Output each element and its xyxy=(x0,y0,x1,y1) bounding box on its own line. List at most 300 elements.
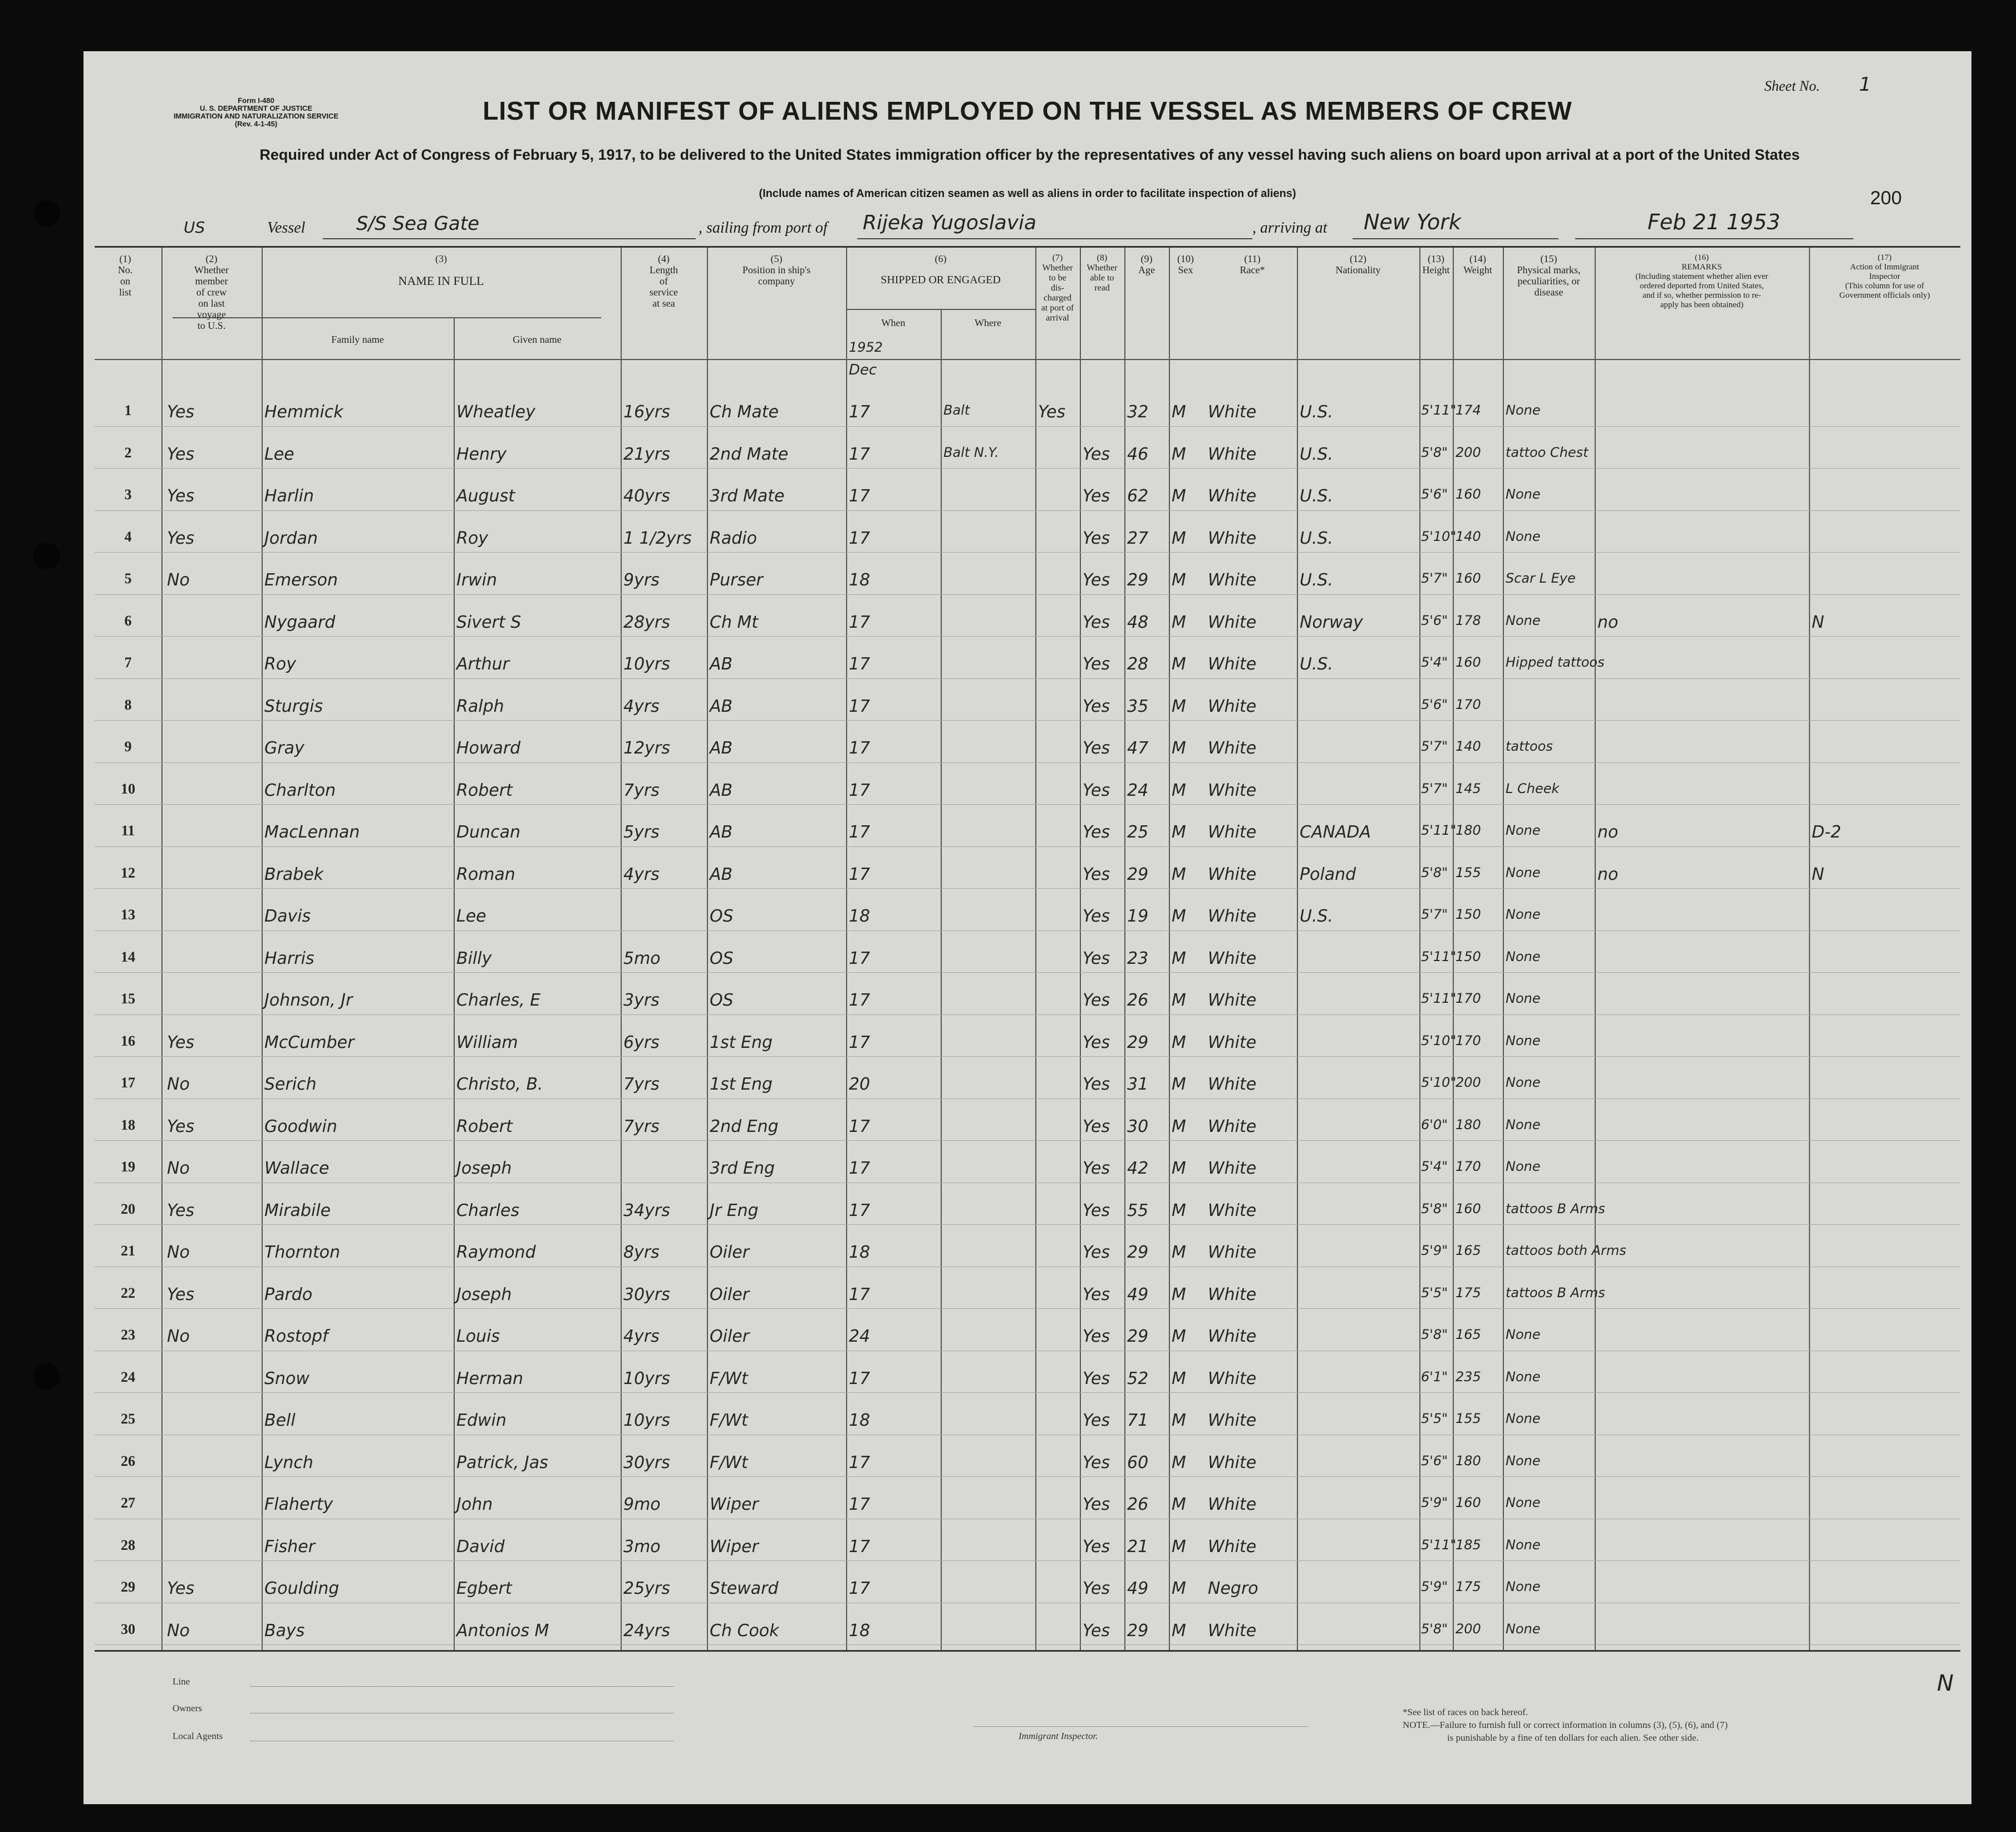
row-position: F/Wt xyxy=(710,1452,748,1473)
row-height: 5'11" xyxy=(1421,948,1457,964)
when-month: Dec xyxy=(849,362,877,378)
row-marks: None xyxy=(1506,1116,1541,1132)
row-weight: 150 xyxy=(1456,948,1481,964)
row-no: 4 xyxy=(124,528,132,545)
row-family: Lynch xyxy=(264,1452,313,1473)
vessel-prefix: US xyxy=(184,218,205,237)
row-given: Irwin xyxy=(456,570,498,590)
row-read: Yes xyxy=(1083,528,1110,548)
row-read: Yes xyxy=(1083,696,1110,716)
row-marks: None xyxy=(1506,1368,1541,1385)
row-nat: U.S. xyxy=(1300,402,1334,422)
row-when: 18 xyxy=(849,1243,871,1262)
row-given: Antonios M xyxy=(456,1621,549,1641)
row-marks: None xyxy=(1506,1075,1541,1090)
row-divider xyxy=(95,426,1960,427)
row-when: 17 xyxy=(849,654,871,674)
row-read: Yes xyxy=(1083,780,1110,800)
row-marks: None xyxy=(1506,948,1541,964)
row-weight: 160 xyxy=(1456,654,1481,670)
row-service: 5mo xyxy=(623,948,661,968)
row-age: 24 xyxy=(1127,780,1149,800)
row-action: D-2 xyxy=(1812,823,1842,842)
row-race: White xyxy=(1208,1411,1257,1430)
row-given: Patrick, Jas xyxy=(456,1452,548,1473)
row-given: Roman xyxy=(456,864,515,884)
row-when: 20 xyxy=(849,1075,871,1094)
row-service: 10yrs xyxy=(623,654,670,674)
row-height: 5'6" xyxy=(1421,486,1448,502)
row-age: 55 xyxy=(1127,1200,1149,1220)
header-c3: (3) xyxy=(435,253,447,264)
row-position: AB xyxy=(710,823,733,842)
row-prev: Yes xyxy=(167,486,195,506)
row-no: 15 xyxy=(121,991,135,1007)
row-weight: 178 xyxy=(1456,612,1481,628)
row-position: 2nd Eng xyxy=(710,1116,779,1136)
row-when: 17 xyxy=(849,1200,871,1220)
row-divider xyxy=(95,1308,1960,1309)
row-marks: None xyxy=(1506,823,1541,838)
row-divider xyxy=(95,1056,1960,1057)
row-height: 5'11" xyxy=(1421,823,1457,838)
row-service: 4yrs xyxy=(623,864,660,884)
form-revision: (Rev. 4-1-45) xyxy=(234,120,278,128)
row-race: White xyxy=(1208,402,1257,422)
row-divider xyxy=(95,930,1960,931)
header-read: (8) Whether able to read xyxy=(1086,253,1118,293)
row-given: Lee xyxy=(456,907,486,926)
row-when: 17 xyxy=(849,1495,871,1514)
row-sex: M xyxy=(1172,1075,1186,1094)
row-sex: M xyxy=(1172,948,1186,968)
row-height: 5'11" xyxy=(1421,1536,1457,1553)
row-sex: M xyxy=(1172,570,1186,590)
row-position: AB xyxy=(710,864,733,884)
row-prev: No xyxy=(167,1159,190,1178)
row-read: Yes xyxy=(1083,654,1110,674)
row-height: 5'4" xyxy=(1421,654,1448,670)
header-action: (17) Action of Immigrant Inspector (This column for use of Government officials only) xyxy=(1839,253,1930,300)
row-where: Balt xyxy=(943,402,970,418)
header-height: (13) Height xyxy=(1422,253,1450,275)
row-read: Yes xyxy=(1083,1284,1110,1304)
row-weight: 160 xyxy=(1456,486,1481,502)
row-family: Roy xyxy=(264,654,296,674)
row-marks: None xyxy=(1506,1536,1541,1553)
row-divider xyxy=(95,636,1960,637)
header-weight: (14) Weight xyxy=(1463,253,1492,275)
row-race: White xyxy=(1208,1200,1257,1220)
row-position: 3rd Eng xyxy=(710,1159,775,1178)
row-race: White xyxy=(1208,444,1257,464)
row-given: Louis xyxy=(456,1327,500,1346)
row-height: 5'9" xyxy=(1421,1495,1448,1510)
row-race: Negro xyxy=(1208,1579,1258,1598)
row-sex: M xyxy=(1172,1116,1186,1136)
header-given-name: Given name xyxy=(513,334,562,345)
row-given: Roy xyxy=(456,528,488,548)
row-divider xyxy=(95,720,1960,721)
row-marks: None xyxy=(1506,402,1541,418)
row-read: Yes xyxy=(1083,864,1110,884)
header-age: (9) Age xyxy=(1138,253,1155,275)
row-nat: U.S. xyxy=(1300,528,1334,548)
row-age: 29 xyxy=(1127,1243,1149,1262)
row-age: 26 xyxy=(1127,991,1149,1010)
row-service: 9mo xyxy=(623,1495,661,1514)
row-weight: 165 xyxy=(1456,1243,1481,1258)
row-divider xyxy=(95,888,1960,889)
row-race: White xyxy=(1208,1327,1257,1346)
row-race: White xyxy=(1208,1075,1257,1094)
header-shipped: SHIPPED OR ENGAGED xyxy=(881,274,1001,286)
row-prev: Yes xyxy=(167,1116,195,1136)
row-no: 2 xyxy=(124,444,132,461)
row-marks: None xyxy=(1506,864,1541,880)
row-remarks: no xyxy=(1597,612,1619,632)
row-height: 5'4" xyxy=(1421,1159,1448,1174)
row-position: Oiler xyxy=(710,1243,750,1262)
row-position: OS xyxy=(710,907,734,926)
page-number: 200 xyxy=(1870,188,1902,209)
row-when: 17 xyxy=(849,948,871,968)
row-family: McCumber xyxy=(264,1032,355,1052)
row-height: 5'8" xyxy=(1421,444,1448,460)
row-service: 12yrs xyxy=(623,738,670,758)
punch-hole xyxy=(33,1363,60,1390)
row-when: 17 xyxy=(849,1032,871,1052)
row-given: Christo, B. xyxy=(456,1075,543,1094)
row-marks: L Cheek xyxy=(1506,780,1560,796)
row-race: White xyxy=(1208,1243,1257,1262)
row-weight: 174 xyxy=(1456,402,1481,418)
row-when: 17 xyxy=(849,1159,871,1178)
row-age: 49 xyxy=(1127,1579,1149,1598)
row-sex: M xyxy=(1172,907,1186,926)
row-no: 23 xyxy=(121,1327,135,1343)
row-read: Yes xyxy=(1083,991,1110,1010)
row-family: Bays xyxy=(264,1621,305,1641)
row-position: Purser xyxy=(710,570,763,590)
row-family: Emerson xyxy=(264,570,338,590)
row-family: Goodwin xyxy=(264,1116,337,1136)
row-remarks: no xyxy=(1597,823,1619,842)
row-weight: 185 xyxy=(1456,1536,1481,1553)
footer-inspector-label: Immigrant Inspector. xyxy=(1019,1731,1098,1741)
row-marks: Hipped tattoos xyxy=(1506,654,1605,670)
row-when: 17 xyxy=(849,823,871,842)
row-position: Jr Eng xyxy=(710,1200,759,1220)
row-action: N xyxy=(1812,864,1825,884)
row-position: Ch Mt xyxy=(710,612,759,632)
row-position: Radio xyxy=(710,528,757,548)
row-service: 16yrs xyxy=(623,402,670,422)
row-height: 5'8" xyxy=(1421,1327,1448,1342)
row-race: White xyxy=(1208,864,1257,884)
row-height: 5'11" xyxy=(1421,991,1457,1006)
row-height: 5'10" xyxy=(1421,1032,1457,1048)
row-when: 17 xyxy=(849,1116,871,1136)
row-read: Yes xyxy=(1083,1032,1110,1052)
row-weight: 160 xyxy=(1456,570,1481,586)
row-age: 30 xyxy=(1127,1116,1149,1136)
row-divider xyxy=(95,1476,1960,1477)
row-height: 5'10" xyxy=(1421,1075,1457,1090)
row-read: Yes xyxy=(1083,738,1110,758)
row-age: 29 xyxy=(1127,864,1149,884)
row-marks: tattoo Chest xyxy=(1506,444,1589,460)
row-marks: None xyxy=(1506,1411,1541,1426)
row-age: 28 xyxy=(1127,654,1149,674)
row-family: Davis xyxy=(264,907,311,926)
arriving-value: New York xyxy=(1364,210,1461,234)
row-marks: None xyxy=(1506,1579,1541,1594)
corner-mark: N xyxy=(1937,1671,1954,1696)
row-when: 17 xyxy=(849,1536,871,1557)
row-sex: M xyxy=(1172,864,1186,884)
row-age: 35 xyxy=(1127,696,1149,716)
row-prev: No xyxy=(167,1243,190,1262)
subtitle: Required under Act of Congress of February 5, 1917, to be delivered to the United States immigration officer by the representatives of any vessel having such aliens on board upon arrival at a port of the United States xyxy=(259,146,1800,163)
row-read: Yes xyxy=(1083,1116,1110,1136)
row-age: 62 xyxy=(1127,486,1149,506)
row-prev: No xyxy=(167,570,190,590)
header-when: When xyxy=(881,317,906,328)
header-physical-marks: (15) Physical marks, peculiarities, or disease xyxy=(1517,253,1581,298)
row-marks: tattoos xyxy=(1506,738,1553,754)
row-weight: 175 xyxy=(1456,1579,1481,1594)
row-sex: M xyxy=(1172,1032,1186,1052)
row-read: Yes xyxy=(1083,907,1110,926)
row-when: 18 xyxy=(849,1411,871,1430)
page-title: LIST OR MANIFEST OF ALIENS EMPLOYED ON THE VESSEL AS MEMBERS OF CREW xyxy=(483,96,1572,125)
row-sex: M xyxy=(1172,1368,1186,1388)
row-service: 21yrs xyxy=(623,444,670,464)
row-marks: None xyxy=(1506,1452,1541,1469)
row-weight: 150 xyxy=(1456,907,1481,922)
row-marks: None xyxy=(1506,528,1541,544)
row-no: 11 xyxy=(121,823,135,839)
row-race: White xyxy=(1208,1116,1257,1136)
row-action: N xyxy=(1812,612,1825,632)
sheet-number-label: Sheet No. xyxy=(1764,78,1820,94)
row-position: Wiper xyxy=(710,1495,759,1514)
row-height: 5'8" xyxy=(1421,864,1448,880)
header-no: (1) No. on list xyxy=(117,253,133,298)
row-family: Jordan xyxy=(264,528,318,548)
subnote: (Include names of American citizen seamen as well as aliens in order to facilitate inspection of aliens) xyxy=(759,188,1296,200)
sheet-number-value: 1 xyxy=(1859,73,1871,96)
sailing-from-label: , sailing from port of xyxy=(699,219,828,237)
row-read: Yes xyxy=(1083,486,1110,506)
row-service: 28yrs xyxy=(623,612,670,632)
row-position: Ch Cook xyxy=(710,1621,779,1641)
row-no: 27 xyxy=(121,1495,135,1511)
row-sex: M xyxy=(1172,1495,1186,1514)
row-service: 40yrs xyxy=(623,486,670,506)
row-sex: M xyxy=(1172,1411,1186,1430)
row-prev: Yes xyxy=(167,1200,195,1220)
row-no: 1 xyxy=(124,402,132,418)
row-read: Yes xyxy=(1083,1159,1110,1178)
row-marks: None xyxy=(1506,907,1541,922)
row-position: Wiper xyxy=(710,1536,759,1557)
row-position: 2nd Mate xyxy=(710,444,789,464)
row-service: 7yrs xyxy=(623,1116,660,1136)
row-no: 24 xyxy=(121,1368,135,1385)
row-position: F/Wt xyxy=(710,1368,748,1388)
row-divider xyxy=(95,762,1960,763)
row-when: 17 xyxy=(849,444,871,464)
row-height: 5'10" xyxy=(1421,528,1457,544)
row-prev: Yes xyxy=(167,1284,195,1304)
row-family: MacLennan xyxy=(264,823,360,842)
row-family: Gray xyxy=(264,738,304,758)
row-marks: None xyxy=(1506,991,1541,1006)
row-race: White xyxy=(1208,948,1257,968)
footer-note-fine: is punishable by a fine of ten dollars for each alien. See other side. xyxy=(1447,1732,1699,1743)
row-when: 17 xyxy=(849,696,871,716)
row-discharge: Yes xyxy=(1038,402,1066,422)
vessel-label: Vessel xyxy=(267,219,306,237)
row-family: Pardo xyxy=(264,1284,313,1304)
row-no: 22 xyxy=(121,1284,135,1301)
row-position: AB xyxy=(710,696,733,716)
row-age: 29 xyxy=(1127,570,1149,590)
row-race: White xyxy=(1208,738,1257,758)
row-height: 5'8" xyxy=(1421,1200,1448,1217)
row-race: White xyxy=(1208,1495,1257,1514)
row-given: Henry xyxy=(456,444,507,464)
row-divider xyxy=(95,594,1960,595)
row-family: Wallace xyxy=(264,1159,330,1178)
row-when: 17 xyxy=(849,780,871,800)
vessel-value: S/S Sea Gate xyxy=(356,213,479,235)
row-height: 5'7" xyxy=(1421,780,1448,796)
row-sex: M xyxy=(1172,1327,1186,1346)
header-sex: (10) Sex xyxy=(1177,253,1194,275)
row-sex: M xyxy=(1172,1284,1186,1304)
row-race: White xyxy=(1208,1159,1257,1178)
arrival-date: Feb 21 1953 xyxy=(1648,210,1781,234)
row-remarks: no xyxy=(1597,864,1619,884)
row-race: White xyxy=(1208,654,1257,674)
row-no: 3 xyxy=(124,486,132,503)
row-given: Raymond xyxy=(456,1243,536,1262)
row-race: White xyxy=(1208,1621,1257,1641)
row-no: 25 xyxy=(121,1411,135,1427)
row-service: 10yrs xyxy=(623,1368,670,1388)
row-service: 7yrs xyxy=(623,1075,660,1094)
row-age: 26 xyxy=(1127,1495,1149,1514)
row-read: Yes xyxy=(1083,1452,1110,1473)
row-sex: M xyxy=(1172,654,1186,674)
row-nat: U.S. xyxy=(1300,444,1334,464)
row-family: Nygaard xyxy=(264,612,336,632)
row-service: 10yrs xyxy=(623,1411,670,1430)
manifest-sheet xyxy=(83,51,1971,1804)
row-divider xyxy=(95,1644,1960,1645)
row-race: White xyxy=(1208,1284,1257,1304)
row-prev: Yes xyxy=(167,1032,195,1052)
row-nat: U.S. xyxy=(1300,907,1334,926)
row-sex: M xyxy=(1172,1159,1186,1178)
row-family: Johnson, Jr xyxy=(264,991,353,1010)
row-weight: 140 xyxy=(1456,738,1481,754)
row-height: 5'9" xyxy=(1421,1243,1448,1258)
row-marks: None xyxy=(1506,1621,1541,1637)
row-race: White xyxy=(1208,1368,1257,1388)
row-weight: 155 xyxy=(1456,864,1481,880)
row-given: Charles xyxy=(456,1200,520,1220)
row-no: 14 xyxy=(121,948,135,965)
row-position: Steward xyxy=(710,1579,779,1598)
row-service: 34yrs xyxy=(623,1200,670,1220)
row-height: 5'7" xyxy=(1421,570,1448,586)
row-age: 60 xyxy=(1127,1452,1149,1473)
header-nationality: (12) Nationality xyxy=(1335,253,1381,275)
row-family: Goulding xyxy=(264,1579,340,1598)
row-marks: Scar L Eye xyxy=(1506,570,1576,586)
row-prev: Yes xyxy=(167,402,195,422)
row-weight: 200 xyxy=(1456,1621,1481,1637)
row-service: 30yrs xyxy=(623,1452,670,1473)
row-service: 3yrs xyxy=(623,991,660,1010)
arriving-label: , arriving at xyxy=(1252,219,1327,237)
row-family: Sturgis xyxy=(264,696,323,716)
row-height: 5'9" xyxy=(1421,1579,1448,1594)
row-family: Lee xyxy=(264,444,294,464)
row-divider xyxy=(95,510,1960,511)
row-prev: No xyxy=(167,1621,190,1641)
row-age: 49 xyxy=(1127,1284,1149,1304)
row-given: Charles, E xyxy=(456,991,541,1010)
row-position: AB xyxy=(710,654,733,674)
row-when: 17 xyxy=(849,1452,871,1473)
row-when: 18 xyxy=(849,570,871,590)
row-sex: M xyxy=(1172,612,1186,632)
footer-owners-label: Owners xyxy=(173,1703,202,1713)
row-given: David xyxy=(456,1536,505,1557)
row-read: Yes xyxy=(1083,1327,1110,1346)
row-divider xyxy=(95,1560,1960,1561)
row-age: 42 xyxy=(1127,1159,1149,1178)
row-weight: 170 xyxy=(1456,1159,1481,1174)
row-race: White xyxy=(1208,991,1257,1010)
row-service: 25yrs xyxy=(623,1579,670,1598)
row-height: 5'6" xyxy=(1421,1452,1448,1469)
row-divider xyxy=(95,972,1960,973)
row-read: Yes xyxy=(1083,1243,1110,1262)
row-no: 7 xyxy=(124,654,132,671)
row-age: 48 xyxy=(1127,612,1149,632)
row-race: White xyxy=(1208,780,1257,800)
header-race: (11) Race* xyxy=(1240,253,1265,275)
header-where: Where xyxy=(975,317,1001,328)
header-remarks: (16) REMARKS (Including statement whether alien ever ordered deported from United States, and if so, whether permission to re- apply has been obtained) xyxy=(1635,253,1768,309)
row-race: White xyxy=(1208,823,1257,842)
row-prev: No xyxy=(167,1075,190,1094)
row-weight: 170 xyxy=(1456,991,1481,1006)
row-race: White xyxy=(1208,1452,1257,1473)
row-race: White xyxy=(1208,1032,1257,1052)
punch-hole xyxy=(33,200,60,227)
row-no: 21 xyxy=(121,1243,135,1259)
row-age: 47 xyxy=(1127,738,1149,758)
row-read: Yes xyxy=(1083,444,1110,464)
row-age: 27 xyxy=(1127,528,1149,548)
